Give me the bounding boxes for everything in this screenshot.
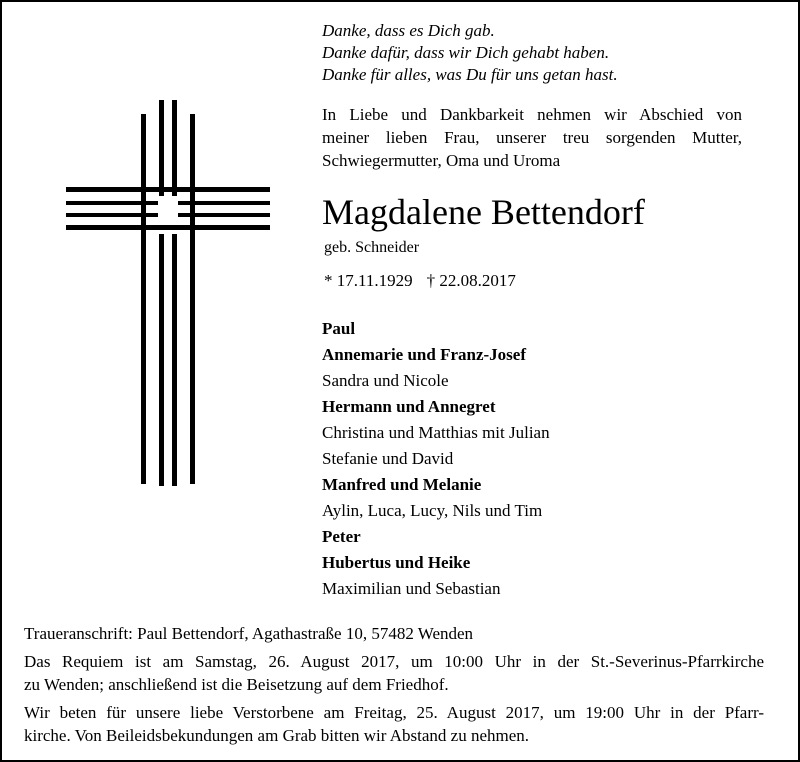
intro-line: meiner lieben Frau, unserer treu sorgenden Mutter, [322,128,742,147]
cross-icon [66,100,270,486]
family-line: Sandra und Nicole [322,371,449,390]
family-line: Paul [322,319,356,338]
death-date: † 22.08.2017 [426,271,516,290]
family-line: Christina und Matthias mit Julian [322,423,550,442]
family-line: Peter [322,527,361,546]
footer-notices [24,622,764,752]
prayer-line: kirche. Von Beileidsbekundungen am Grab bitten wir Abstand zu nehmen. [24,726,530,745]
family-line: Aylin, Luca, Lucy, Nils und Tim [322,501,543,520]
family-line: Stefanie und David [322,449,454,468]
requiem-line: zu Wenden; anschließend ist die Beisetzung auf dem Friedhof. [24,675,449,694]
deceased-name: Magdalene Bettendorf [322,192,645,232]
memorial-quote [322,20,618,86]
family-line: Hermann und Annegret [322,397,496,416]
prayer-notice [24,701,764,747]
mourning-address: Traueranschrift: Paul Bettendorf, Agathastraße 10, 57482 Wenden [24,624,474,643]
family-line: Maximilian und Sebastian [322,579,501,598]
family-line: Annemarie und Franz-Josef [322,345,526,364]
farewell-intro [322,103,742,172]
quote-line: Danke für alles, was Du für uns getan hast. [322,65,618,84]
intro-line: Schwiegermutter, Oma und Uroma [322,151,561,170]
maiden-name: geb. Schneider [324,239,420,256]
family-list [322,316,550,602]
birth-date: * 17.11.1929 [324,271,413,290]
life-dates [324,270,516,292]
family-line: Manfred und Melanie [322,475,482,494]
requiem-line: Das Requiem ist am Samstag, 26. August 2017, um 10:00 Uhr in der St.-Severinus-Pfarrkirche [24,652,764,671]
quote-line: Danke, dass es Dich gab. [322,21,495,40]
intro-line: In Liebe und Dankbarkeit nehmen wir Abschied von [322,105,742,124]
family-line: Hubertus und Heike [322,553,471,572]
requiem-notice [24,650,764,696]
quote-line: Danke dafür, dass wir Dich gehabt haben. [322,43,610,62]
prayer-line: Wir beten für unsere liebe Verstorbene am Freitag, 25. August 2017, um 19:00 Uhr in der Pfarr- [24,703,764,722]
